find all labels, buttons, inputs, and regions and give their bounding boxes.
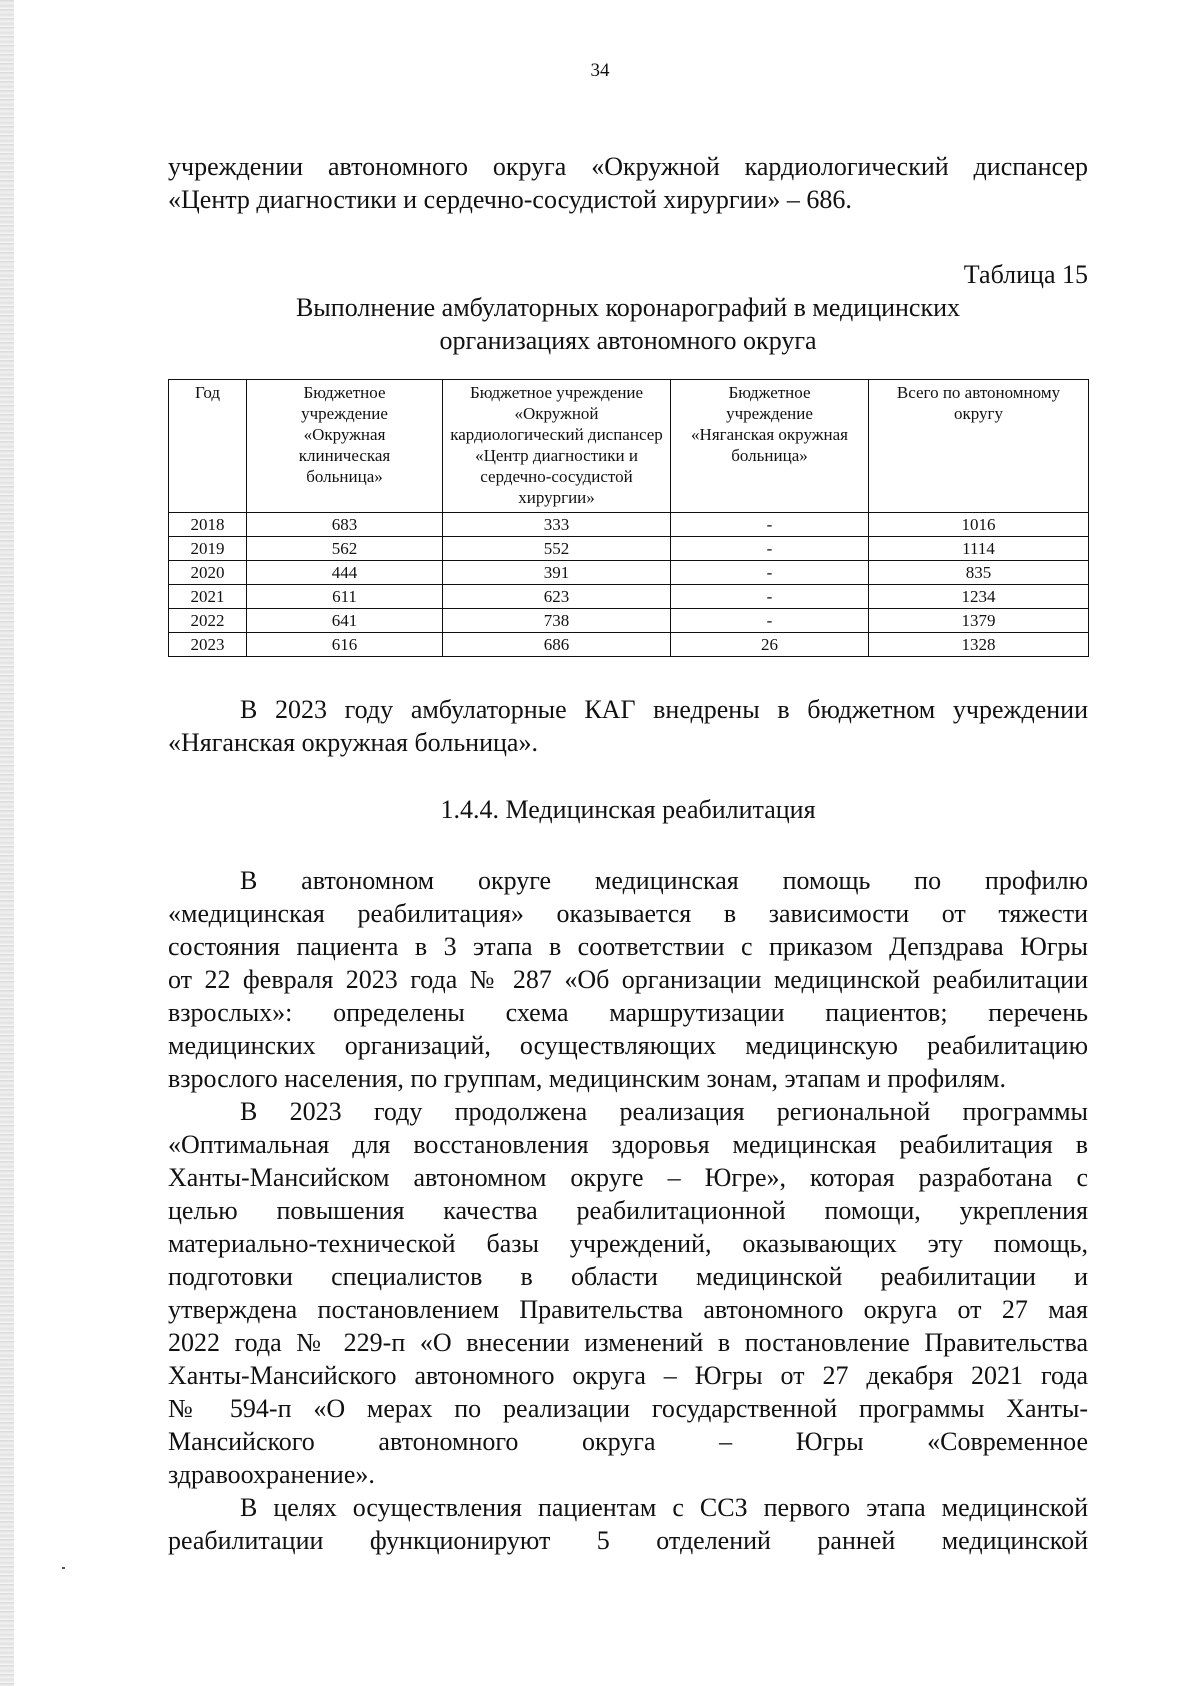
header-total: Всего по автономному округу xyxy=(869,380,1089,513)
cell-cardio: 552 xyxy=(443,537,671,561)
paragraph-1-line: медицинских организаций, осуществляющих медицинскую реабилитацию xyxy=(168,1031,1088,1060)
cell-cardio: 738 xyxy=(443,609,671,633)
cell-cardio: 333 xyxy=(443,513,671,537)
table-row xyxy=(169,537,1089,561)
intro-line-2: «Центр диагностики и сердечно-сосудистой хирургии» – 686. xyxy=(168,185,852,214)
paragraph-2-line: 2022 года № 229-п «О внесении изменений в постановление Правительства xyxy=(168,1328,1088,1357)
cell-okb: 641 xyxy=(247,609,443,633)
cell-nyagan: - xyxy=(671,537,869,561)
cell-total: 1016 xyxy=(869,513,1089,537)
cell-year: 2018 xyxy=(169,513,247,537)
paragraph-1-line: В автономном округе медицинская помощь по профилю xyxy=(240,866,1088,895)
cell-cardio: 623 xyxy=(443,585,671,609)
scan-speck xyxy=(62,1567,65,1569)
paragraph-2-line: целью повышения качества реабилитационной помощи, укрепления xyxy=(168,1196,1088,1225)
table-title-line-2: организациях автономного округа xyxy=(439,326,817,355)
table-row xyxy=(169,609,1089,633)
table-label: Таблица 15 xyxy=(963,260,1088,289)
table-row xyxy=(169,585,1089,609)
cell-year: 2020 xyxy=(169,561,247,585)
cell-year: 2022 xyxy=(169,609,247,633)
cell-nyagan: - xyxy=(671,585,869,609)
scan-edge-artifact xyxy=(0,0,14,1686)
cell-year: 2023 xyxy=(169,633,247,657)
after-table-line-2: «Няганская окружная больница». xyxy=(168,728,538,757)
paragraph-2-line: Ханты-Мансийском автономном округе – Югре», которая разработана с xyxy=(168,1163,1088,1192)
paragraph-2-line: В 2023 году продолжена реализация региональной программы xyxy=(240,1097,1088,1126)
header-okb: Бюджетное учреждение «Окружная клиническая больница» xyxy=(247,380,443,513)
intro-line-1: учреждении автономного округа «Окружной кардиологический диспансер xyxy=(168,152,1088,181)
cell-total: 1379 xyxy=(869,609,1089,633)
header-nyagan: Бюджетное учреждение «Няганская окружная больница» xyxy=(671,380,869,513)
after-table-line-1: В 2023 году амбулаторные КАГ внедрены в бюджетном учреждении xyxy=(240,695,1088,724)
paragraph-2-line: «Оптимальная для восстановления здоровья медицинская реабилитация в xyxy=(168,1130,1088,1159)
document-body xyxy=(168,150,1088,1557)
paragraph-1-line: от 22 февраля 2023 года № 287 «Об организации медицинской реабилитации xyxy=(168,965,1088,994)
paragraph-2-line: подготовки специалистов в области медицинской реабилитации и xyxy=(168,1262,1088,1291)
cell-okb: 444 xyxy=(247,561,443,585)
table-row xyxy=(169,633,1089,657)
paragraph-2-line: Мансийского автономного округа – Югры «Современное xyxy=(168,1427,1088,1456)
cell-cardio: 686 xyxy=(443,633,671,657)
paragraph-2-line: здравоохранение». xyxy=(168,1460,375,1489)
paragraph-3-line: реабилитации функционируют 5 отделений ранней медицинской xyxy=(168,1526,1088,1555)
cell-nyagan: - xyxy=(671,513,869,537)
paragraph-1-line: взрослого населения, по группам, медицинским зонам, этапам и профилям. xyxy=(168,1064,1006,1093)
coronarography-table xyxy=(168,379,1089,657)
cell-nyagan: - xyxy=(671,561,869,585)
paragraph-1-line: взрослых»: определены схема маршрутизации пациентов; перечень xyxy=(168,998,1088,1027)
page-number: 34 xyxy=(590,60,610,81)
paragraph-2-line: Ханты-Мансийского автономного округа – Югры от 27 декабря 2021 года xyxy=(168,1361,1088,1390)
cell-nyagan: 26 xyxy=(671,633,869,657)
header-cardio-dispensary: Бюджетное учреждение «Окружной кардиологический диспансер «Центр диагностики и сердечно-сосудистой хирургии» xyxy=(443,380,671,513)
table-header-row xyxy=(169,380,1089,513)
cell-cardio: 391 xyxy=(443,561,671,585)
header-year: Год xyxy=(169,380,247,513)
section-heading: 1.4.4. Медицинская реабилитация xyxy=(440,795,816,824)
paragraph-3-line: В целях осуществления пациентам с ССЗ первого этапа медицинской xyxy=(240,1493,1088,1522)
paragraph-1-line: состояния пациента в 3 этапа в соответствии с приказом Депздрава Югры xyxy=(168,932,1088,961)
cell-okb: 616 xyxy=(247,633,443,657)
cell-nyagan: - xyxy=(671,609,869,633)
cell-total: 1328 xyxy=(869,633,1089,657)
cell-total: 835 xyxy=(869,561,1089,585)
cell-okb: 683 xyxy=(247,513,443,537)
cell-okb: 611 xyxy=(247,585,443,609)
table-title-line-1: Выполнение амбулаторных коронарографий в медицинских xyxy=(295,293,961,322)
paragraph-2-line: материально-технической базы учреждений, оказывающих эту помощь, xyxy=(168,1229,1088,1258)
cell-year: 2021 xyxy=(169,585,247,609)
paragraph-1-line: «медицинская реабилитация» оказывается в зависимости от тяжести xyxy=(168,899,1088,928)
cell-okb: 562 xyxy=(247,537,443,561)
cell-year: 2019 xyxy=(169,537,247,561)
table-row xyxy=(169,561,1089,585)
table-row xyxy=(169,513,1089,537)
cell-total: 1234 xyxy=(869,585,1089,609)
paragraph-2-line: утверждена постановлением Правительства автономного округа от 27 мая xyxy=(168,1295,1088,1324)
cell-total: 1114 xyxy=(869,537,1089,561)
paragraph-2-line: № 594-п «О мерах по реализации государственной программы Ханты- xyxy=(168,1394,1088,1423)
